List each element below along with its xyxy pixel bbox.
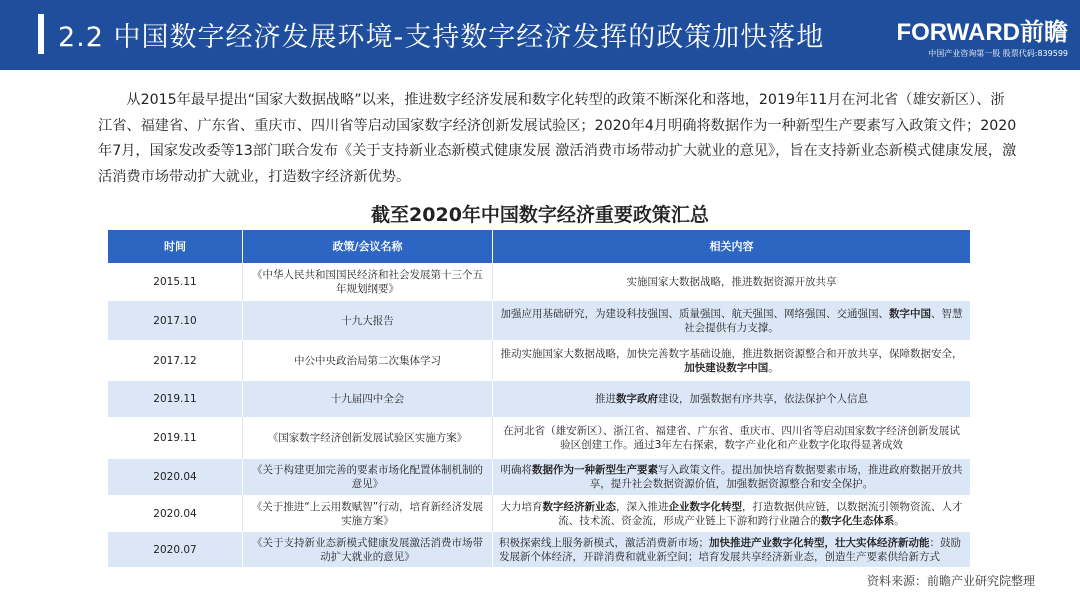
table-row <box>108 417 970 459</box>
table-header-row <box>108 230 970 263</box>
source-note: 资料来源：前瞻产业研究院整理 <box>866 574 1035 588</box>
table-row <box>108 263 970 301</box>
row-content: 实施国家大数据战略，推进数据资源开放共享 <box>626 276 837 288</box>
row-time: 2020.04 <box>108 495 243 532</box>
header-time: 时间 <box>108 230 243 263</box>
row-content: 积极探索线上服务新模式，激活消费新市场；加快推进产业数字化转型，壮大实体经济新动能：鼓励发展新个体经济，开辟消费和就业新空间；培育发展共享经济新业态，创造生产要素供给新方式 <box>499 536 961 563</box>
title-accent-bar <box>38 14 44 54</box>
row-content: 加强应用基础研究，为建设科技强国、质量强国、航天强国、网络强国、交通强国、数字中国、智慧社会提供有力支撑。 <box>500 307 963 334</box>
table-row <box>108 301 970 340</box>
row-time: 2019.11 <box>108 417 243 459</box>
row-policy-name: 《关于构建更加完善的要素市场化配置体制机制的意见》 <box>243 459 493 495</box>
table-row <box>108 532 970 567</box>
row-content: 推动实施国家大数据战略，加快完善数字基础设施，推进数据资源整合和开放共享，保障数据安全，加快建设数字中国。 <box>500 347 963 374</box>
header-content: 相关内容 <box>709 239 754 253</box>
table-row <box>108 495 970 532</box>
row-content: 大力培育数字经济新业态，深入推进企业数字化转型，打造数据供应链，以数据流引领物资流、人才流、技术流、资金流，形成产业链上下游和跨行业融合的数字化生态体系。 <box>500 500 963 527</box>
row-time: 2020.07 <box>108 532 243 567</box>
row-time: 2015.11 <box>108 263 243 301</box>
row-time: 2017.10 <box>108 301 243 340</box>
header-policy-name: 政策/会议名称 <box>243 230 493 263</box>
row-time: 2017.12 <box>108 340 243 381</box>
row-policy-name: 《关于支持新业态新模式健康发展激活消费市场带动扩大就业的意见》 <box>243 532 493 567</box>
row-policy-name: 中公中央政治局第二次集体学习 <box>243 340 493 381</box>
row-policy-name: 《中华人民共和国国民经济和社会发展第十三个五年规划纲要》 <box>243 263 493 301</box>
table-title: 截至2020年中国数字经济重要政策汇总 <box>371 204 709 226</box>
row-content: 推进数字政府建设，加强数据有序共享，依法保护个人信息 <box>595 393 868 405</box>
header-banner <box>0 0 1080 70</box>
row-policy-name: 《关于推进“上云用数赋智”行动，培育新经济发展实施方案》 <box>243 495 493 532</box>
table-row <box>108 381 970 417</box>
policy-table <box>108 230 970 567</box>
table-row <box>108 459 970 495</box>
logo-tagline: 中国产业咨询第一股 股票代码:839599 <box>928 49 1068 58</box>
row-policy-name: 《国家数字经济创新发展试验区实施方案》 <box>243 417 493 459</box>
intro-paragraph: 从2015年最早提出“国家大数据战略”以来，推进数字经济发展和数字化转型的政策不断深化和落地，2019年11月在河北省（雄安新区）、浙江省、福建省、广东省、重庆市、四川省等启动国家数字经济创新发展试验区；2020年4月明确将数据作为一种新型生产要素写入政策文件；2020年7月，国家发改委等13部门联合发布《关于支持新业态新模式健康发展 激活消费市场带动扩大就业的意见》，旨在支持新业态新模式健康发展，激活消费市场带动扩大就业，打造数字经济新优势。 <box>98 92 1017 185</box>
row-content: 在河北省（雄安新区）、浙江省、福建省、广东省、重庆市、四川省等启动国家数字经济创新发展试验区创建工作。通过3年左右探索，数字产业化和产业数字化取得显著成效 <box>503 425 960 451</box>
logo-brand: FORWARD前瞻 <box>896 19 1068 46</box>
table-row <box>108 340 970 381</box>
row-content: 明确将数据作为一种新型生产要素写入政策文件。提出加快培育数据要素市场，推进政府数据开放共享，提升社会数据资源价值，加强数据资源整合和安全保护。 <box>500 464 963 490</box>
page-title: 2.2 中国数字经济发展环境-支持数字经济发挥的政策加快落地 <box>58 22 825 53</box>
row-policy-name: 十九大报告 <box>243 301 493 340</box>
row-time: 2020.04 <box>108 459 243 495</box>
forward-logo <box>858 12 1068 59</box>
row-time: 2019.11 <box>108 381 243 417</box>
row-policy-name: 十九届四中全会 <box>243 381 493 417</box>
